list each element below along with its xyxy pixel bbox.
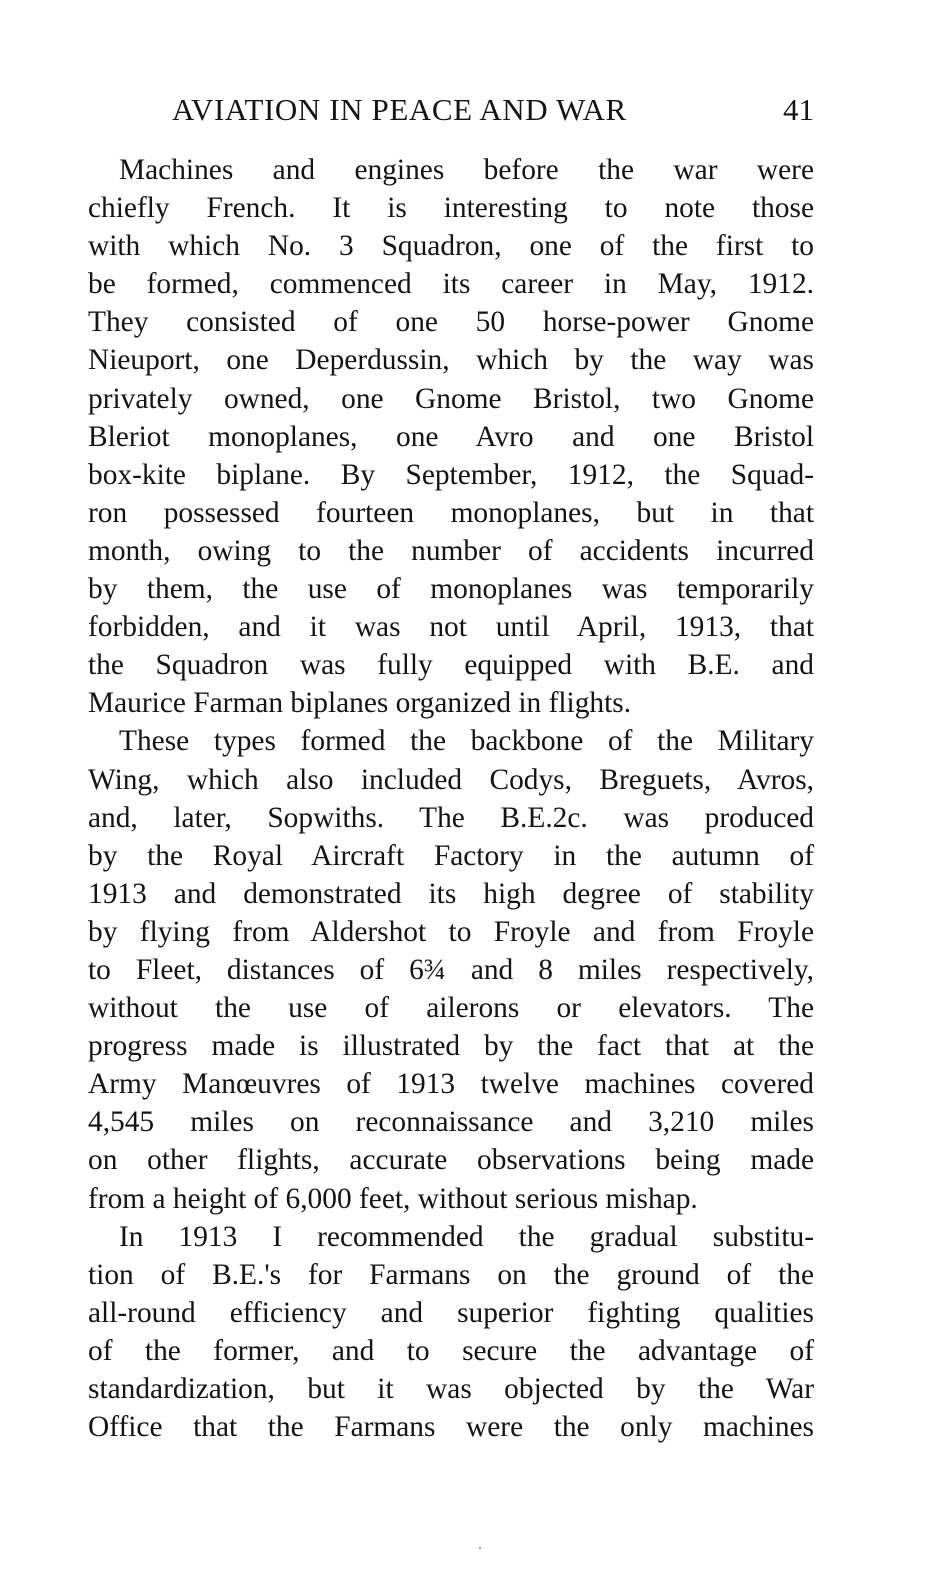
text-line: without the use of ailerons or elevators. The: [88, 992, 814, 1025]
text-line: tion of B.E.'s for Farmans on the ground of the: [88, 1258, 814, 1291]
print-speck: [479, 1547, 481, 1549]
text-line: ron possessed fourteen monoplanes, but in that: [88, 496, 814, 529]
text-line: progress made is illustrated by the fact that at the: [88, 1030, 814, 1063]
text-line: Army Manœuvres of 1913 twelve machines covered: [88, 1068, 814, 1101]
text-line: Maurice Farman biplanes organized in flights.: [88, 687, 632, 720]
paragraph-3: [88, 1218, 814, 1447]
text-line: by them, the use of monoplanes was temporarily: [88, 573, 814, 606]
text-line: with which No. 3 Squadron, one of the first to: [88, 230, 814, 263]
text-line: to Fleet, distances of 6¾ and 8 miles respectively,: [88, 953, 814, 986]
text-line: box-kite biplane. By September, 1912, the Squad-: [88, 458, 814, 491]
text-line: These types formed the backbone of the Military: [119, 725, 814, 758]
text-line: month, owing to the number of accidents incurred: [88, 534, 814, 567]
text-line: Machines and engines before the war were: [119, 154, 814, 186]
text-line: In 1913 I recommended the gradual substitu-: [119, 1220, 814, 1253]
text-line: Bleriot monoplanes, one Avro and one Bristol: [88, 420, 814, 453]
text-line: on other flights, accurate observations being made: [88, 1144, 814, 1177]
text-line: forbidden, and it was not until April, 1913, that: [88, 611, 814, 644]
text-line: be formed, commenced its career in May, 1912.: [88, 268, 814, 301]
text-line: 1913 and demonstrated its high degree of stability: [88, 877, 814, 910]
paragraph-2: [88, 722, 814, 1217]
text-line: 4,545 miles on reconnaissance and 3,210 miles: [88, 1106, 814, 1139]
running-head: [88, 88, 814, 132]
text-line: Nieuport, one Deperdussin, which by the way was: [88, 344, 814, 377]
text-line: by the Royal Aircraft Factory in the autumn of: [88, 839, 814, 872]
text-line: by flying from Aldershot to Froyle and from Froyle: [88, 915, 814, 948]
text-line: all-round efficiency and superior fighting qualities: [88, 1296, 814, 1329]
running-title: AVIATION IN PEACE AND WAR: [172, 92, 627, 127]
text-line: chiefly French. It is interesting to note those: [88, 192, 814, 225]
text-line: of the former, and to secure the advantage of: [88, 1334, 814, 1367]
text-line: and, later, Sopwiths. The B.E.2c. was produced: [88, 801, 814, 834]
body-text: [88, 151, 814, 1446]
text-line: privately owned, one Gnome Bristol, two Gnome: [88, 382, 814, 415]
text-line: Wing, which also included Codys, Breguets, Avros,: [88, 763, 814, 796]
text-line: the Squadron was fully equipped with B.E. and: [88, 649, 814, 682]
paragraph-1: [88, 151, 814, 722]
text-line: standardization, but it was objected by the War: [88, 1373, 814, 1405]
text-line: Office that the Farmans were the only machines: [88, 1411, 814, 1444]
text-line: from a height of 6,000 feet, without serious mishap.: [88, 1182, 698, 1215]
text-line: They consisted of one 50 horse-power Gnome: [88, 306, 814, 339]
page-number: 41: [783, 92, 814, 127]
